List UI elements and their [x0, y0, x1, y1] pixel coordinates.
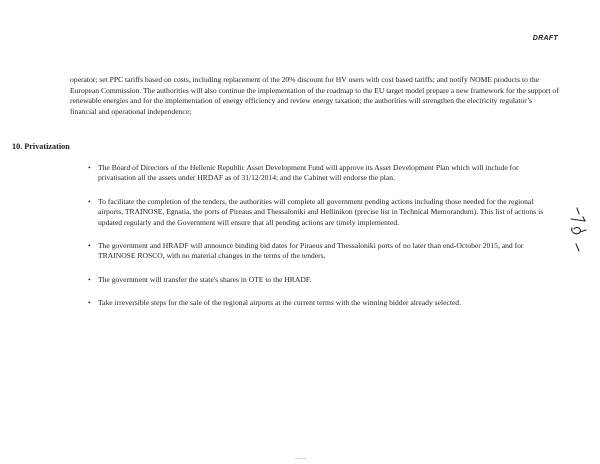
bullet-icon: • [88, 163, 91, 172]
list-item [88, 241, 550, 262]
bullet-text: To facilitate the completion of the tenders, the authorities will complete all government pending actions including those needed for the regional airports, TRAINOSE, Egnatia, the ports of Pireaus and Thessaloniki and Hellinikon (precise list in Technical Memorandum). This list of actions is updated regularly and the Government will ensure that all pending actions are timely implemented. [98, 196, 544, 227]
list-item [88, 197, 550, 228]
draft-label: DRAFT [532, 35, 558, 42]
list-item [88, 275, 550, 285]
bullet-icon: • [88, 241, 91, 251]
list-item [88, 163, 550, 184]
privatization-bullet-list [88, 163, 550, 322]
bullet-text: The Board of Directors of the Hellenic Republic Asset Development Fund will approve its Asset Development Plan which will include for privatisation all the assets under HRDAF as of 31/12/2014; and the Cabinet will endorse the plan. [98, 163, 519, 183]
scan-mark [295, 458, 307, 459]
bullet-icon: • [88, 298, 91, 308]
section-heading: 10. Privatization [12, 142, 70, 151]
intro-paragraph: operator; set PPC tariffs based on costs, including replacement of the 20% discount for HV users with cost based tariffs; and notify NOME products to the European Commission. The authorities will also continue the implementation of the roadmap to the EU target model prepare a new framework for the support of renewable energies and for the implementation of energy efficiency and review energy taxation; the authorities will strengthen the electricity regulator’s financial and operational independence; [70, 75, 559, 116]
bullet-text: Take irreversible steps for the sale of the regional airports at the current terms with the winning bidder already selected. [98, 298, 461, 308]
bullet-text: The government and HRADF will announce binding bid dates for Piraeus and Thessaloniki ports of no later than end-October 2015, and for TRAINOSE ROSCO, with no material changes in the terms of the tenders. [98, 241, 524, 261]
bullet-icon: • [88, 274, 91, 284]
list-item [88, 298, 550, 308]
bullet-text: The government will transfer the state's shares in OTE to the HRADF. [98, 274, 312, 284]
bullet-icon: • [88, 196, 91, 206]
handwritten-page-number-icon [566, 206, 590, 256]
